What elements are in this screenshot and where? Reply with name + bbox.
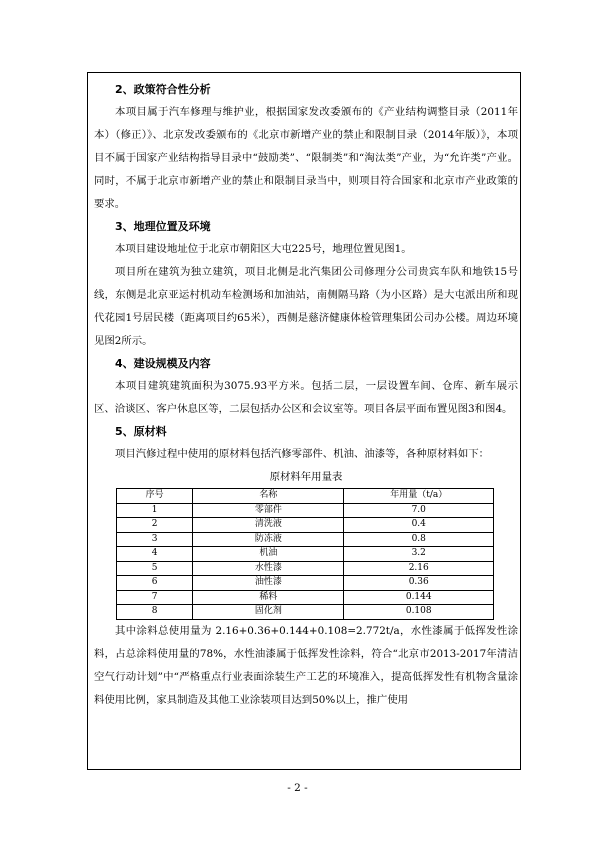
- table-cell: 1: [117, 503, 193, 518]
- page-number: - 2 -: [287, 782, 308, 794]
- table-cell: 7.0: [344, 503, 494, 518]
- table-row: [117, 576, 494, 591]
- section-heading-scale: 4、建设规模及内容: [115, 357, 211, 370]
- table-cell: 机油: [193, 547, 344, 562]
- table-cell: 4: [117, 547, 193, 562]
- location-paragraph-2: 项目所在建筑为独立建筑，项目北侧是北汽集团公司修理分公司贵宾车队和地铁15号线，东侧是北京亚运村机动车检测场和加油站，南侧隔马路（为小区路）是大屯派出所和现代花园1号居民楼（距离项目约65米），西侧是慈济健康体检管理集团公司办公楼。周边环境见图2所示。: [94, 266, 518, 347]
- table-cell: 油性漆: [193, 576, 344, 591]
- table-header-cell: 年用量（t/a）: [344, 489, 494, 504]
- table-cell: 5: [117, 561, 193, 576]
- materials-intro: 项目汽修过程中使用的原材料包括汽修零部件、机油、油漆等，各种原材料如下：: [115, 448, 490, 460]
- table-row: [117, 590, 494, 605]
- table-cell: 0.108: [344, 605, 494, 620]
- table-cell: 0.144: [344, 590, 494, 605]
- scale-paragraph: 本项目建筑建筑面积为3075.93平方米。包括二层，一层设置车间、仓库、新车展示区、洽谈区、客户休息区等，二层包括办公区和会议室等。项目各层平面布置见图3和图4。: [94, 380, 518, 415]
- table-cell: 7: [117, 590, 193, 605]
- table-cell: 8: [117, 605, 193, 620]
- table-cell: 0.8: [344, 532, 494, 547]
- table-cell: 清洗液: [193, 518, 344, 533]
- table-cell: 3.2: [344, 547, 494, 562]
- table-cell: 0.36: [344, 576, 494, 591]
- coating-paragraph: 其中涂料总使用量为 2.16+0.36+0.144+0.108=2.772t/a，水性漆属于低挥发性涂料，占总涂料使用量的78%，水性油漆属于低挥发性涂料，符合“北京市2013-2017年清洁空气行动计划”中“严格重点行业表面涂装生产工艺的环境准入，提高低挥发性有机物含量涂料使用比例，家具制造及其他工业涂装项目达到50%以上，推广使用: [94, 624, 518, 706]
- table-row: [117, 547, 494, 562]
- section-heading-location: 3、地理位置及环境: [115, 220, 211, 233]
- table-cell: 稀料: [193, 590, 344, 605]
- table-header-row: [117, 489, 494, 504]
- table-row: [117, 605, 494, 620]
- table-row: [117, 532, 494, 547]
- policy-paragraph: 本项目属于汽车修理与维护业，根据国家发改委颁布的《产业结构调整目录（2011年本）（修正）》、北京发改委颁布的《北京市新增产业的禁止和限制目录（2014年版）》，本项目不属于国家产业结构指导目录中“鼓励类”、“限制类”和“淘汰类”产业，为“允许类”产业。同时，不属于北京市新增产业的禁止和限制目录当中，则项目符合国家和北京市产业政策的要求。: [94, 106, 518, 210]
- table-cell: 防冻液: [193, 532, 344, 547]
- table-cell: 6: [117, 576, 193, 591]
- table-cell: 水性漆: [193, 561, 344, 576]
- table-caption: 原材料年用量表: [269, 471, 343, 483]
- table-header-cell: 序号: [117, 489, 193, 504]
- table-row: [117, 518, 494, 533]
- section-heading-materials: 5、原材料: [115, 425, 167, 438]
- table-row: [117, 561, 494, 576]
- materials-table: [116, 488, 494, 620]
- table-header-cell: 名称: [193, 489, 344, 504]
- section-heading-policy: 2、政策符合性分析: [115, 83, 211, 96]
- table-cell: 2.16: [344, 561, 494, 576]
- table-cell: 零部件: [193, 503, 344, 518]
- table-cell: 3: [117, 532, 193, 547]
- table-cell: 2: [117, 518, 193, 533]
- document-body: [94, 79, 518, 712]
- location-paragraph-1: 本项目建设地址位于北京市朝阳区大屯225号，地理位置见图1。: [115, 243, 412, 255]
- table-cell: 固化剂: [193, 605, 344, 620]
- table-cell: 0.4: [344, 518, 494, 533]
- table-row: [117, 503, 494, 518]
